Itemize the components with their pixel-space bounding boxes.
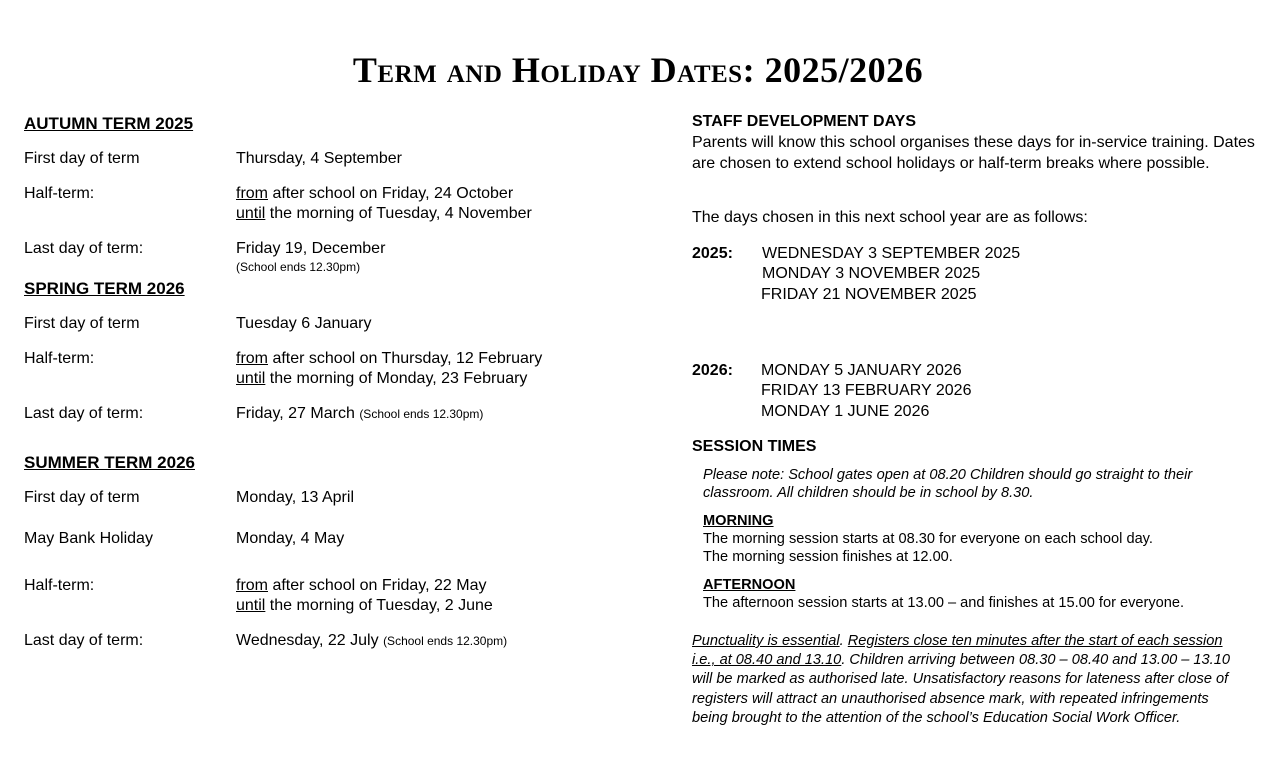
afternoon-line-1: The afternoon session starts at 13.00 – and finishes at 15.00 for everyone. — [703, 595, 1185, 611]
until-rest: the morning of Monday, 23 February — [265, 370, 528, 387]
until-word: until — [236, 597, 266, 614]
summer-last-value-line — [236, 631, 507, 651]
punctuality-paragraph — [692, 632, 1244, 728]
morning-line-2: The morning session finishes at 12.00. — [703, 549, 953, 565]
spring-last-value-line — [236, 404, 483, 424]
autumn-first-label: First day of term — [24, 150, 140, 167]
spring-last-value: Friday, 27 March — [236, 405, 355, 422]
summer-bank-label: May Bank Holiday — [24, 530, 153, 547]
summer-half-until — [236, 596, 493, 616]
spring-last-note: (School ends 12.30pm) — [359, 407, 484, 421]
autumn-first-value: Thursday, 4 September — [236, 150, 403, 167]
summer-half-from — [236, 576, 486, 596]
staff-day-2025-3: FRIDAY 21 NOVEMBER 2025 — [761, 286, 977, 303]
morning-heading: MORNING — [703, 513, 774, 529]
summer-term-heading: SUMMER TERM 2026 — [24, 453, 195, 472]
summer-first-label: First day of term — [24, 489, 140, 506]
registers-close: Registers close ten minutes after the start of each session i.e., at 08.40 and 13.10 — [692, 633, 1223, 669]
year-2025-label: 2025: — [692, 245, 733, 262]
staff-dev-intro: Parents will know this school organises these days for in-service training. Dates are chosen to extend school holidays or half-term breaks where possible. — [692, 134, 1255, 172]
staff-day-2026-1: MONDAY 5 JANUARY 2026 — [761, 362, 962, 379]
staff-day-2025-1: WEDNESDAY 3 SEPTEMBER 2025 — [762, 245, 1021, 262]
until-rest: the morning of Tuesday, 2 June — [265, 597, 493, 614]
until-word: until — [236, 205, 266, 222]
autumn-half-until — [236, 204, 532, 224]
session-times-heading: SESSION TIMES — [692, 438, 817, 455]
summer-last-value: Wednesday, 22 July — [236, 632, 379, 649]
summer-last-label: Last day of term: — [24, 632, 144, 649]
staff-dev-heading: STAFF DEVELOPMENT DAYS — [692, 113, 917, 130]
autumn-half-label: Half-term: — [24, 185, 95, 202]
spring-last-label: Last day of term: — [24, 405, 144, 422]
until-rest: the morning of Tuesday, 4 November — [265, 205, 532, 222]
staff-day-2026-3: MONDAY 1 JUNE 2026 — [761, 403, 930, 420]
afternoon-heading: AFTERNOON — [703, 577, 796, 593]
autumn-half-from — [236, 184, 513, 204]
punctuality-essential: Punctuality is essential — [692, 633, 840, 649]
punctuality-sep: . — [839, 633, 848, 649]
autumn-term-heading: AUTUMN TERM 2025 — [24, 114, 194, 133]
session-note: Please note: School gates open at 08.20 Children should go straight to their classroom. All children should be in school by 8.30. — [703, 467, 1193, 501]
summer-bank-value: Monday, 4 May — [236, 530, 345, 547]
staff-day-2026-2: FRIDAY 13 FEBRUARY 2026 — [761, 382, 972, 399]
spring-term-heading: SPRING TERM 2026 — [24, 279, 185, 298]
spring-half-until — [236, 369, 527, 389]
punctuality-rest: . Children arriving between 08.30 – 08.40 and 13.00 – 13.10 will be marked as authorised late. Unsatisfactory reasons for lateness after close of registers will attract an unauthorised absence mark, with repeated infringements being brought to the attention of the school’s Education Social Work Officer. — [692, 652, 1230, 726]
autumn-last-label: Last day of term: — [24, 240, 144, 257]
until-word: until — [236, 370, 266, 387]
staff-dev-chosen: The days chosen in this next school year are as follows: — [692, 209, 1088, 226]
from-rest: after school on Friday, 22 May — [268, 577, 487, 594]
from-rest: after school on Thursday, 12 February — [268, 350, 543, 367]
staff-day-2025-2: MONDAY 3 NOVEMBER 2025 — [762, 265, 981, 282]
spring-first-value: Tuesday 6 January — [236, 315, 372, 332]
autumn-last-value: Friday 19, December — [236, 240, 386, 257]
from-rest: after school on Friday, 24 October — [268, 185, 514, 202]
summer-half-label: Half-term: — [24, 577, 95, 594]
autumn-last-note: (School ends 12.30pm) — [236, 260, 361, 274]
from-word: from — [236, 577, 268, 594]
summer-first-value: Monday, 13 April — [236, 489, 354, 506]
spring-half-from — [236, 349, 542, 369]
summer-last-note: (School ends 12.30pm) — [383, 634, 508, 648]
from-word: from — [236, 185, 268, 202]
spring-half-label: Half-term: — [24, 350, 95, 367]
from-word: from — [236, 350, 268, 367]
spring-first-label: First day of term — [24, 315, 140, 332]
year-2026-label: 2026: — [692, 362, 733, 379]
morning-line-1: The morning session starts at 08.30 for everyone on each school day. — [703, 531, 1153, 547]
page-title: Term and Holiday Dates: 2025/2026 — [352, 50, 924, 90]
